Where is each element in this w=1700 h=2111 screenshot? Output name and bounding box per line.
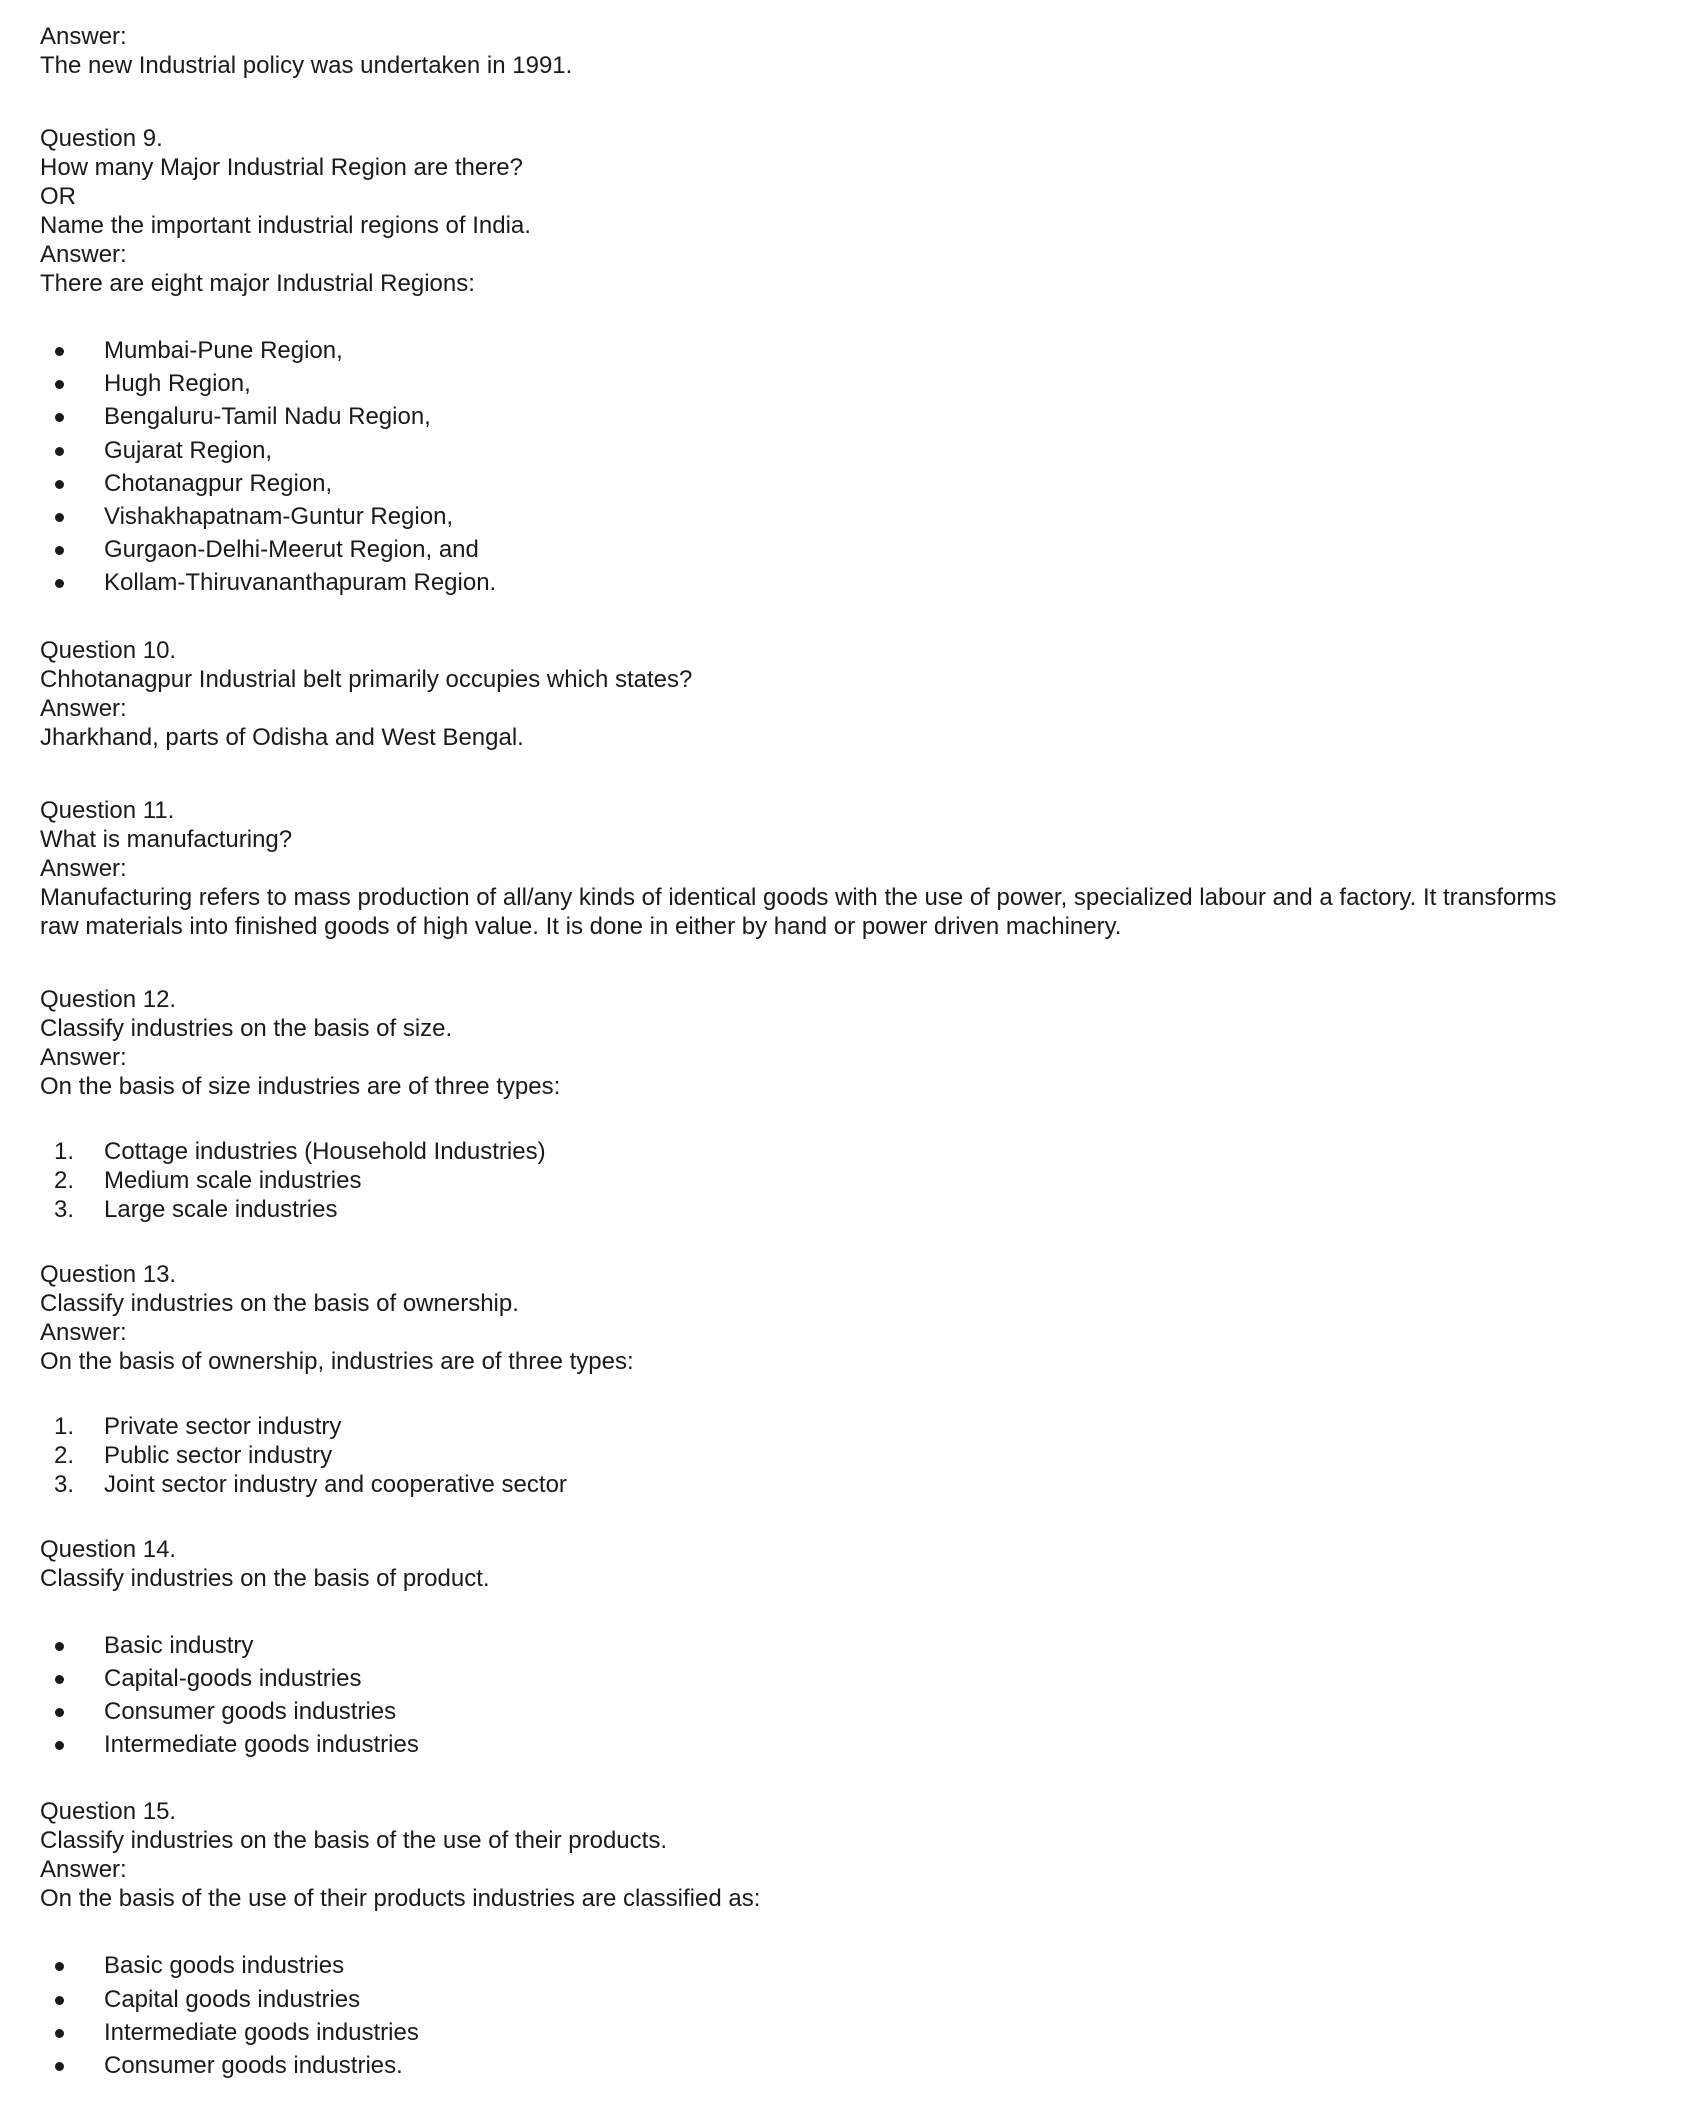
item-text: Joint sector industry and cooperative sector [104,1470,567,1498]
list-item: Intermediate goods industries [40,2016,1680,2049]
list-item [40,1137,1680,1166]
question-text: Classify industries on the basis of size. [40,1014,453,1042]
answer-text: There are eight major Industrial Regions: [40,270,475,297]
list-item: Consumer goods industries. [40,2049,1680,2082]
numbered-list [40,1412,1680,1499]
item-text: Public sector industry [104,1441,333,1469]
question-text: Classify industries on the basis of product. [40,1564,490,1592]
question-number: Question 10. [40,636,177,664]
list-item: Bengaluru-Tamil Nadu Region, [40,400,1680,433]
answer-label: Answer: [40,1043,127,1071]
question-block-12 [40,985,1680,1224]
answer-text: The new Industrial policy was undertaken in 1991. [40,52,573,79]
list-item: Kollam-Thiruvananthapuram Region. [40,566,1680,599]
document-page [40,22,1680,2082]
list-item [40,1470,1680,1499]
item-text: Cottage industries (Household Industries) [104,1137,546,1165]
list-item [40,1195,1680,1224]
question-text: What is manufacturing? [40,825,293,853]
list-item [40,1166,1680,1195]
item-number: 1. [54,1137,75,1165]
list-item [40,1412,1680,1441]
list-item: Hugh Region, [40,367,1680,400]
list-item [40,1441,1680,1470]
list-item: Capital-goods industries [40,1662,1680,1695]
item-text: Medium scale industries [104,1166,362,1194]
question-block-15 [40,1797,1680,2082]
question-number: Question 12. [40,985,177,1013]
answer-text: Jharkhand, parts of Odisha and West Bengal. [40,723,524,751]
answer-text: On the basis of size industries are of three types: [40,1072,561,1100]
list-item: Intermediate goods industries [40,1728,1680,1761]
answer-label: Answer: [40,241,127,268]
question-block-9 [40,124,1680,600]
answer-text: raw materials into finished goods of high value. It is done in either by hand or power driven machinery. [40,912,1122,940]
answer-label: Answer: [40,1856,127,1884]
list-item: Gujarat Region, [40,434,1680,467]
question-block-11 [40,796,1680,941]
item-number: 2. [54,1441,75,1469]
question-number: Question 11. [40,796,175,824]
answer-text: On the basis of ownership, industries are of three types: [40,1347,634,1375]
alt-question-text: Name the important industrial regions of India. [40,212,531,239]
item-number: 2. [54,1166,75,1194]
bullet-list [40,334,1680,600]
question-number: Question 15. [40,1798,177,1826]
question-number: Question 13. [40,1260,177,1288]
list-item: Chotanagpur Region, [40,467,1680,500]
bullet-list [40,1949,1680,2082]
answer-label: Answer: [40,23,127,50]
answer-block-q8 [40,22,1680,80]
question-text: Classify industries on the basis of ownership. [40,1289,519,1317]
question-text: Classify industries on the basis of the use of their products. [40,1827,667,1855]
question-text: Chhotanagpur Industrial belt primarily occupies which states? [40,665,693,693]
answer-label: Answer: [40,854,127,882]
list-item: Basic goods industries [40,1949,1680,1982]
item-text: Large scale industries [104,1195,338,1223]
or-separator: OR [40,183,76,210]
question-text: How many Major Industrial Region are there? [40,154,523,181]
question-number: Question 14. [40,1535,177,1563]
answer-text: On the basis of the use of their products industries are classified as: [40,1885,761,1913]
list-item: Consumer goods industries [40,1695,1680,1728]
item-number: 3. [54,1470,75,1498]
question-number: Question 9. [40,125,163,152]
numbered-list [40,1137,1680,1224]
question-block-10 [40,636,1680,752]
bullet-list [40,1629,1680,1762]
answer-label: Answer: [40,694,127,722]
item-text: Private sector industry [104,1412,342,1440]
list-item: Capital goods industries [40,1983,1680,2016]
item-number: 1. [54,1412,75,1440]
item-number: 3. [54,1195,75,1223]
answer-text: Manufacturing refers to mass production of all/any kinds of identical goods with the use of power, specialized labour and a factory. It transforms [40,883,1557,911]
question-block-14 [40,1535,1680,1762]
list-item: Basic industry [40,1629,1680,1662]
question-block-13 [40,1260,1680,1499]
list-item: Vishakhapatnam-Guntur Region, [40,500,1680,533]
list-item: Mumbai-Pune Region, [40,334,1680,367]
answer-label: Answer: [40,1318,127,1346]
list-item: Gurgaon-Delhi-Meerut Region, and [40,533,1680,566]
